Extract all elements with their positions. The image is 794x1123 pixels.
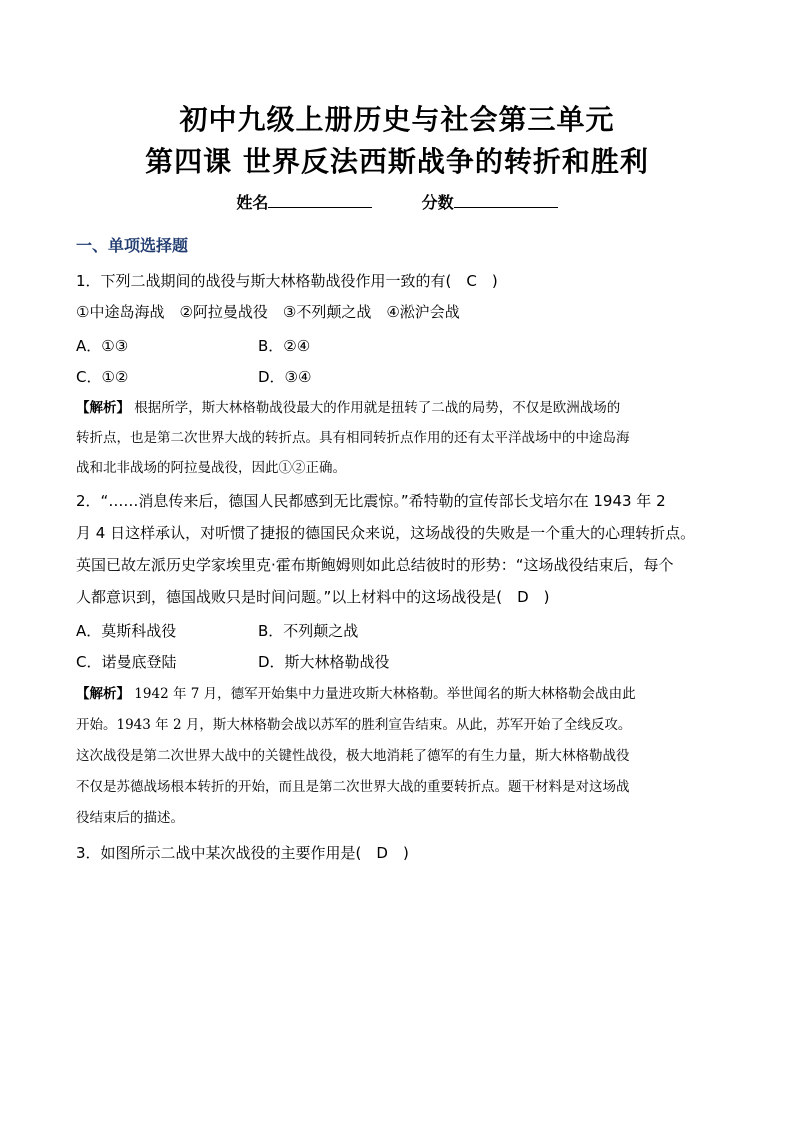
question-1-items: ①中途岛海战 ②阿拉曼战役 ③不列颠之战 ④淞沪会战 [76,303,460,321]
score-blank[interactable] [454,192,558,208]
question-1-option-c[interactable]: C．①② [76,368,129,386]
question-2-explanation-line [76,684,636,704]
question-2-stem-line: 2．“……消息传来后，德国人民都感到无比震惊。”希特勒的宣传部长戈培尔在 1943 年 2 [76,492,666,510]
name-score-bar [0,190,794,213]
question-3-stem: 3．如图所示二战中某次战役的主要作用是( D ) [76,844,409,862]
question-1-explanation-line: 战和北非战场的阿拉曼战役，因此①②正确。 [76,460,346,476]
explanation-label: 【解析】 [76,400,130,416]
question-1-option-b[interactable]: B．②④ [258,337,311,355]
question-1-stem: 1．下列二战期间的战役与斯大林格勒战役作用一致的有( C ) [76,272,498,290]
question-2-option-b[interactable]: B．不列颠之战 [258,622,359,640]
question-2-explanation-line: 这次战役是第二次世界大战中的关键性战役，极大地消耗了德军的有生力量，斯大林格勒战役 [76,748,630,764]
question-2-option-d[interactable]: D．斯大林格勒战役 [258,653,390,671]
question-2-stem-line: 英国已故左派历史学家埃里克·霍布斯鲍姆则如此总结彼时的形势：“这场战役结束后，每个 [76,556,674,574]
question-1-explanation-line: 转折点，也是第二次世界大战的转折点。具有相同转折点作用的还有太平洋战场中的中途岛海 [76,430,630,446]
lesson-title: 第四课 世界反法西斯战争的转折和胜利 [145,145,649,178]
question-1-option-a[interactable]: A．①③ [76,337,129,355]
question-2-explanation-line: 开始。1943 年 2 月，斯大林格勒会战以苏军的胜利宣告结束。从此，苏军开始了全线反攻。 [76,717,632,733]
question-2-stem-line: 月 4 日这样承认，对听惯了捷报的德国民众来说，这场战役的失败是一个重大的心理转折点。 [76,524,696,542]
question-2-option-c[interactable]: C．诺曼底登陆 [76,653,177,671]
question-2-option-a[interactable]: A．莫斯科战役 [76,622,177,640]
question-2-explanation-line: 不仅是苏德战场根本转折的开始，而且是第二次世界大战的重要转折点。题干材料是对这场战 [76,779,630,795]
question-1-explanation-line [76,398,620,418]
question-2-stem-line: 人都意识到，德国战败只是时间问题。”以上材料中的这场战役是( D ) [76,588,550,606]
explanation-label: 【解析】 [76,686,130,702]
name-label: 姓名 [236,193,269,212]
name-blank[interactable] [268,192,372,208]
score-label: 分数 [421,193,454,212]
explanation-text: 1942 年 7 月，德军开始集中力量进攻斯大林格勒。举世闻名的斯大林格勒会战由此 [134,686,636,702]
question-2-explanation-line: 役结束后的描述。 [76,810,184,826]
question-1-option-d[interactable]: D．③④ [258,368,312,386]
document-title: 初中九级上册历史与社会第三单元 [179,103,615,136]
section-title: 一、单项选择题 [76,236,189,255]
explanation-text: 根据所学，斯大林格勒战役最大的作用就是扭转了二战的局势，不仅是欧洲战场的 [134,400,621,416]
